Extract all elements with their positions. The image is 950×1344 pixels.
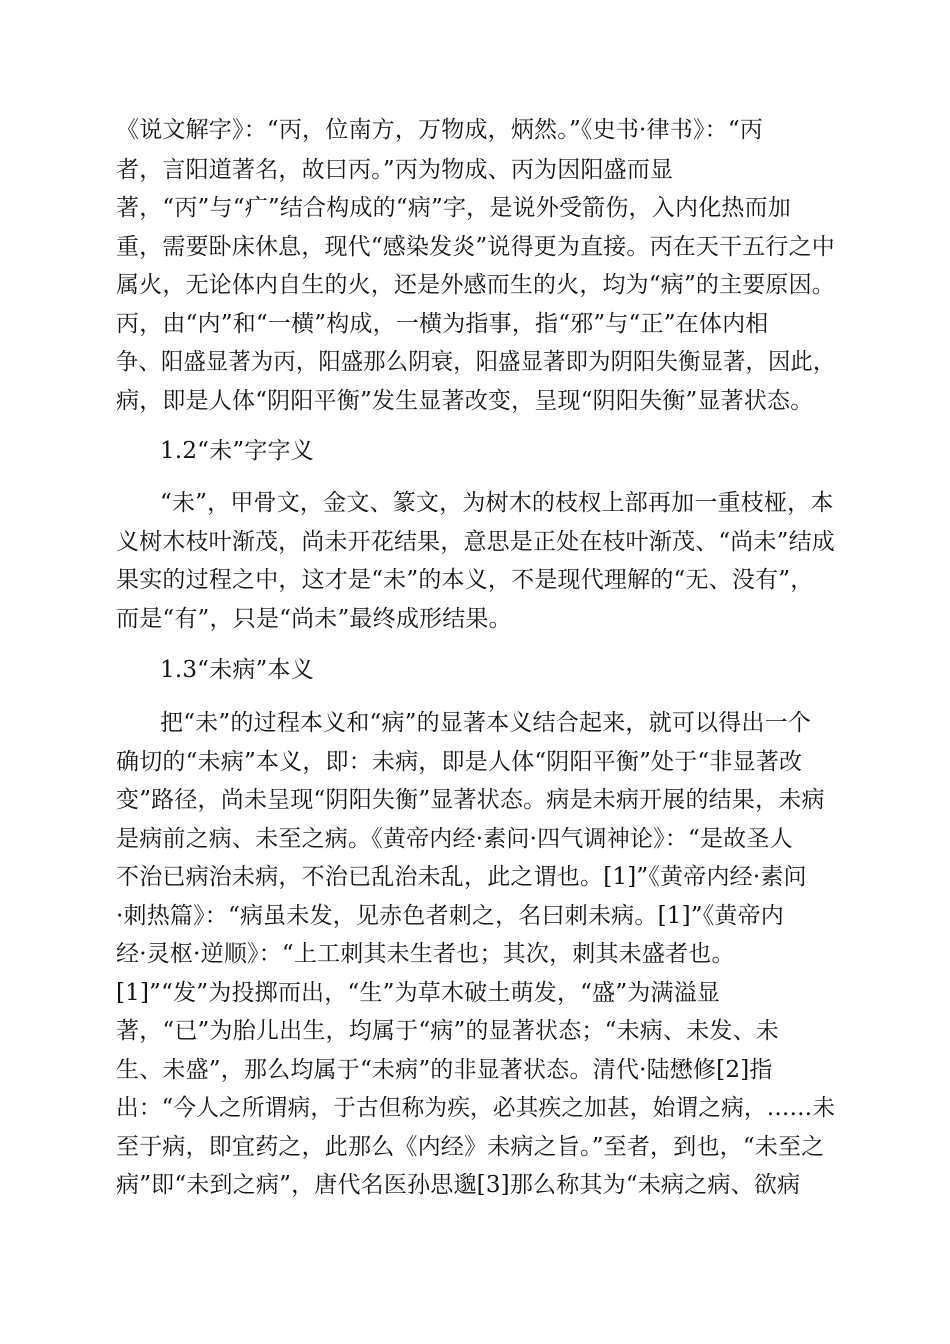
- text-line: 不治已病治未病，不治已乱治未乱，此之谓也。[1]”《黄帝内经·素问: [116, 864, 807, 890]
- text-line: ·刺热篇》：“病虽未发，见赤色者刺之，名曰刺未病。[1]”《黄帝内: [116, 903, 785, 929]
- text-line: 果实的过程之中，这才是“未”的本义，不是现代理解的“无、没有”，: [116, 567, 814, 593]
- text-line: 重，需要卧床休息，现代“感染发炎”说得更为直接。丙在天干五行之中: [116, 234, 835, 260]
- text-line: 出：“今人之所谓病，于古但称为疾，必其疾之加甚，始谓之病，……未: [116, 1095, 836, 1121]
- text-line: 确切的“未病”本义，即：未病，即是人体“阴阳平衡”处于“非显著改: [116, 749, 803, 775]
- text-line: 经·灵枢·逆顺》：“上工刺其未生者也；其次，刺其未盛者也。: [116, 941, 735, 967]
- text-line: 丙，由“内”和“一横”构成，一横为指事，指“邪”与“正”在体内相: [116, 311, 769, 337]
- text-line: 者，言阳道著名，故曰丙。”丙为物成、丙为因阳盛而显: [116, 157, 674, 183]
- paragraph-first-line: 把“未”的过程本义和“病”的显著本义结合起来，就可以得出一个: [160, 710, 812, 736]
- text-line: 而是“有”，只是“尚未”最终成形结果。: [116, 606, 512, 632]
- text-line: 著，“已”为胎儿出生，均属于“病”的显著状态；“未病、未发、未: [116, 1018, 779, 1044]
- text-line: 《说文解字》：“丙，位南方，万物成，炳然。”《史书·律书》：“丙: [116, 117, 763, 143]
- text-line: 生、未盛”，那么均属于“未病”的非显著状态。清代·陆懋修[2]指: [116, 1057, 773, 1083]
- text-line: 病，即是人体“阴阳平衡”发生显著改变，呈现“阴阳失衡”显著状态。: [116, 388, 814, 414]
- text-line: 至于病，即宜药之，此那么《内经》未病之旨。”至者，到也，“未至之: [116, 1134, 825, 1160]
- text-line: 变”路径，尚未呈现“阴阳失衡”显著状态。病是未病开展的结果，未病: [116, 787, 825, 813]
- text-line: 著，“丙”与“疒”结合构成的“病”字，是说外受箭伤，入内化热而加: [116, 195, 791, 221]
- text-line: 病”即“未到之病”，唐代名医孙思邈[3]那么称其为“未病之病、欲病: [116, 1172, 801, 1198]
- section-heading: 1.3“未病”本义: [160, 657, 314, 683]
- text-line: 属火，无论体内自生的火，还是外感而生的火，均为“病”的主要原因。: [116, 272, 835, 298]
- paragraph-first-line: “未”，甲骨文，金文、篆文，为树木的枝杈上部再加一重枝桠，本: [160, 490, 834, 516]
- text-line: 争、阳盛显著为丙，阳盛那么阴衰，阳盛显著即为阴阳失衡显著，因此，: [116, 349, 836, 375]
- text-line: [1]”“发”为投掷而出，“生”为草木破土萌发，“盛”为满溢显: [116, 980, 721, 1006]
- text-line: 义树木枝叶渐茂，尚未开花结果，意思是正处在枝叶渐茂、“尚未”结成: [116, 529, 835, 555]
- text-line: 是病前之病、未至之病。《黄帝内经·素问·四气调神论》：“是故圣人: [116, 826, 793, 852]
- section-heading: 1.2“未”字字义: [160, 438, 314, 464]
